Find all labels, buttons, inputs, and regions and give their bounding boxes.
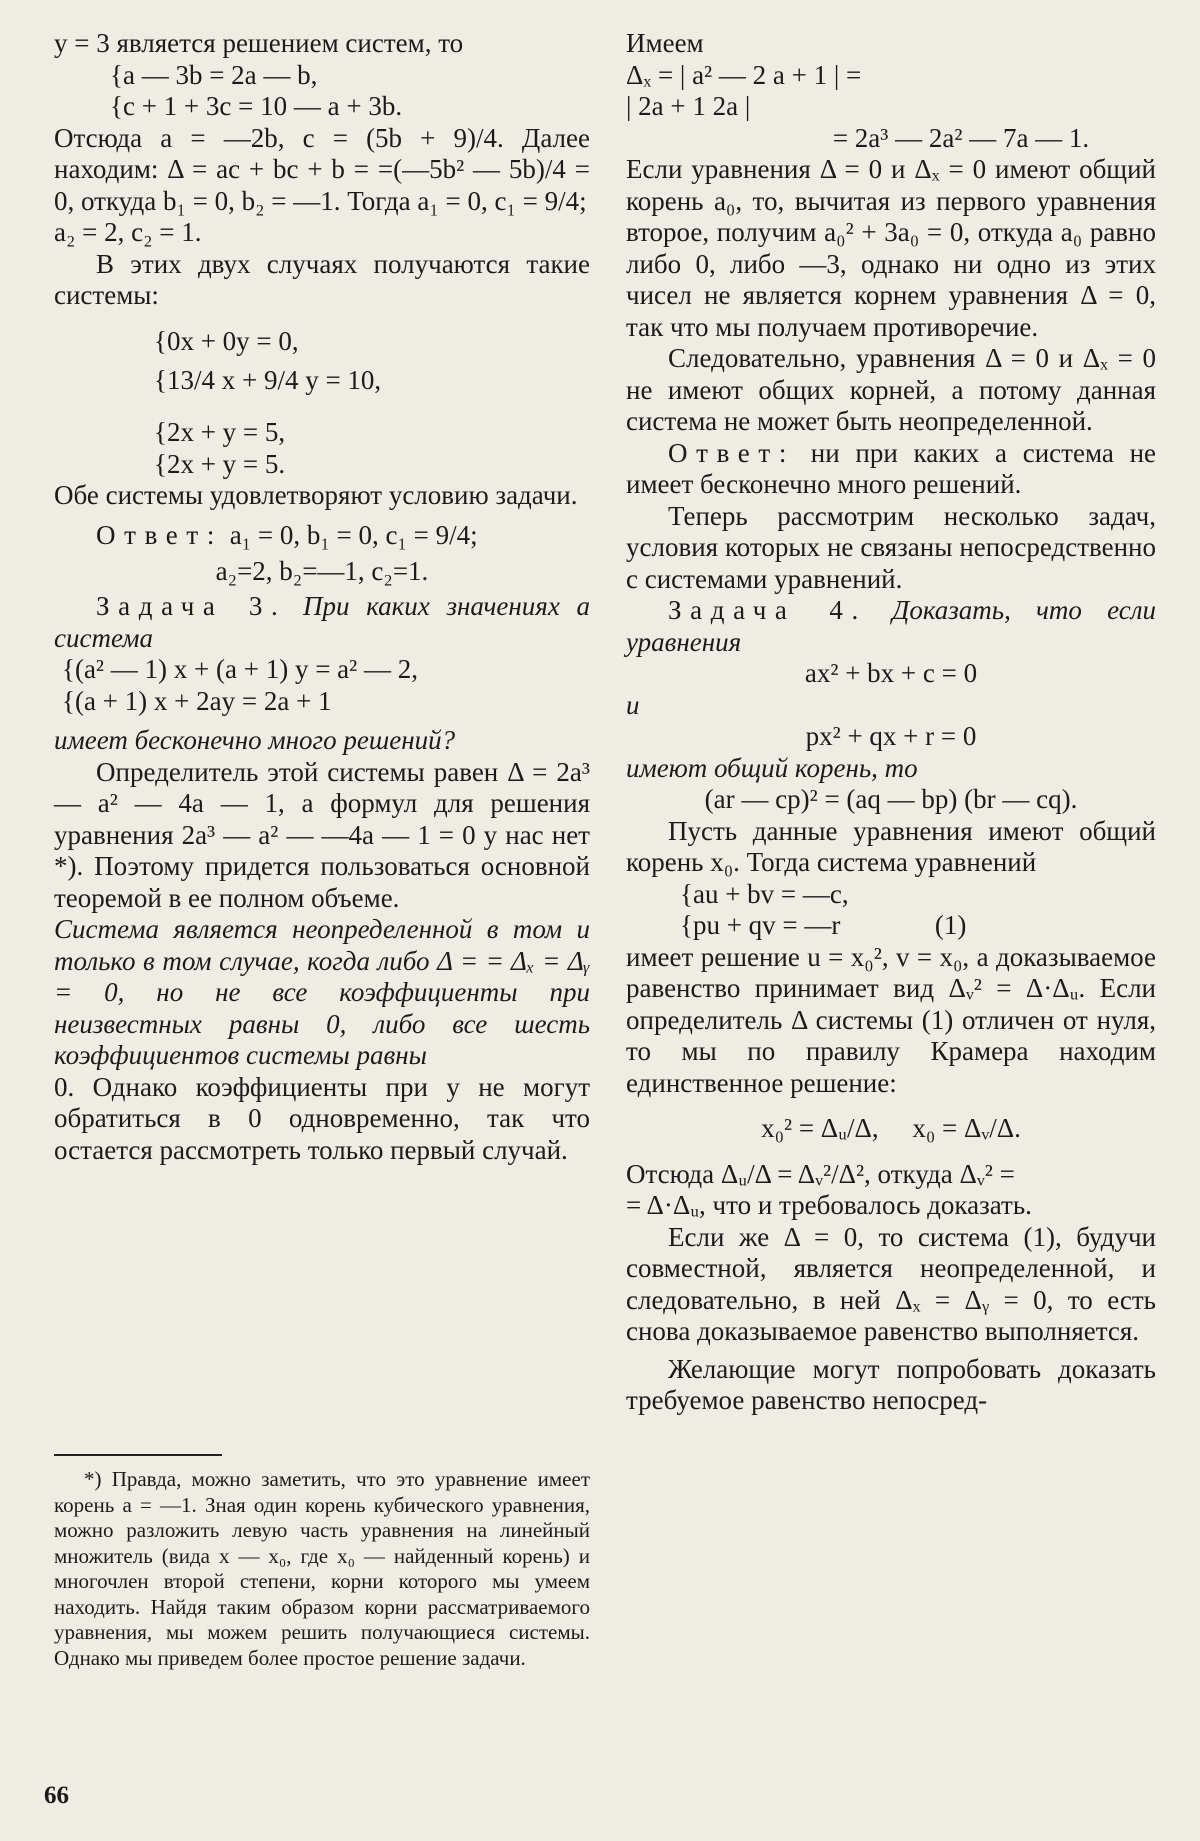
paragraph: = Δ·Δᵤ, что и требовалось доказать. [626,1190,1032,1220]
footnote-divider [54,1454,222,1456]
paragraph: y = 3 является решением систем, то [54,28,464,58]
paragraph: Желающие могут попробовать доказать требуемое равенство непосред- [626,1353,1156,1415]
paragraph: В этих двух случаях получаются такие системы: [54,248,590,310]
formula: (ar — cp)² = (aq — bp) (br — cq). [704,784,1078,814]
paragraph: Следовательно, уравнения Δ = 0 и Δₓ = 0 не имеют общих корней, а потому данная система не может быть неопределенной. [626,343,1156,436]
page-number: 66 [44,1782,69,1809]
equation-system-line: {(a² — 1) x + (a + 1) y = a² — 2, [62,654,418,684]
equation-system-line: {(a + 1) x + 2ay = 2a + 1 [62,685,332,716]
footnote [54,1467,590,1671]
problem-heading [54,591,590,654]
answer-line: a₂=2, b₂=—1, c₂=1. [215,556,429,586]
problem-statement-end: имеет бесконечно много решений? [54,725,456,755]
equation-system-line: {2x + y = 5, [154,417,286,447]
answer-paragraph [626,438,1156,501]
problem-statement: Доказать, что если уравнения [626,595,1157,657]
answer-label: Ответ: [96,519,224,550]
conjunction: и [626,689,640,720]
paragraph: a₂ = 2, c₂ = 1. [54,217,202,247]
answer-text: ни при каких a система не имеет бесконечно много решений. [626,437,1156,499]
right-column [626,28,1156,1417]
formula: x₀² = Δᵤ/Δ, x₀ = Δᵥ/Δ. [761,1113,1021,1143]
problem-statement: При каких значениях a система [54,591,590,653]
equation-system-line: {a — 3b = 2a — b, [110,59,318,90]
paragraph: Отсюда Δᵤ/Δ = Δᵥ²/Δ², откуда Δᵥ² = [626,1158,1015,1189]
answer-text: a₁ = 0, b₁ = 0, c₁ = 9/4; [223,519,478,550]
equation-system-line: {2x + y = 5. [154,448,286,479]
answer-paragraph [54,520,590,552]
paragraph: имеет решение u = x₀², v = x₀, а доказываемое равенство принимает вид Δᵥ² = Δ·Δᵤ. Если определитель Δ системы (1) отличен от нуля, то мы по правилу Крамера находим единственное решение: [626,941,1156,1098]
problem-heading [626,595,1156,658]
equation-system-line: {0x + 0y = 0, [154,325,299,356]
answer-label: Ответ: [668,437,796,468]
paragraph: Определитель этой системы равен Δ = 2a³ — a² — 4a — 1, а формул для решения уравнения 2a³ — a² — —4a — 1 = 0 у нас нет *). Поэтому придется пользоваться основной теоремой в ее полном объеме. [54,756,590,913]
problem-label: Задача 4. [668,595,867,625]
problem-label: Задача 3. [96,591,287,621]
theorem-statement: Система является неопределенной в том и только в том случае, когда либо Δ = = Δₓ = Δᵧ = 0, но не все коэффициенты при неизвестных равны 0, либо все шесть коэффициентов системы равны [54,914,590,1070]
paragraph: Обе системы удовлетворяют условию задачи. [54,480,578,510]
left-column [54,28,590,1166]
paragraph: Имеем [626,28,704,58]
equation-system-line: {au + bv = —c, [626,878,849,909]
paragraph: Пусть данные уравнения имеют общий корень x₀. Тогда система уравнений [626,815,1156,877]
equation-system-line: {c + 1 + 3c = 10 — a + 3b. [110,91,403,121]
paragraph: Если уравнения Δ = 0 и Δₓ = 0 имеют общий корень a₀, то, вычитая из первого уравнения второе, получим a₀² + 3a₀ = 0, откуда a₀ равно либо 0, либо —3, однако ни одно из этих чисел не является корнем уравнения Δ = 0, так что мы получаем противоречие. [626,154,1156,342]
paragraph: Теперь рассмотрим несколько задач, условия которых не связаны непосредственно с системами уравнений. [626,500,1156,594]
paragraph: Отсюда a = —2b, c = (5b + 9)/4. Далее находим: Δ = ac + bc + b = =(—5b² — 5b)/4 = 0, откуда b₁ = 0, b₂ = —1. Тогда a₁ = 0, c₁ = 9/4; [54,122,590,216]
formula: = 2a³ — 2a² — 7a — 1. [832,122,1090,153]
determinant-line: Δₓ = | a² — 2 a + 1 | = [626,59,862,90]
determinant-line: | 2a + 1 2a | [626,91,751,121]
paragraph: 0. Однако коэффициенты при y не могут обратиться в 0 одновременно, так что остается рассмотреть только первый случай. [54,1071,590,1165]
footnote-text: *) Правда, можно заметить, что это уравнение имеет корень a = —1. Зная один корень кубического уравнения, можно разложить левую часть уравнения на линейный множитель (вида x — x₀, где x₀ — найденный корень) и многочлен второй степени, корни которого мы умеем находить. Найдя таким образом корни рассматриваемого уравнения, мы можем решить получающиеся системы. Однако мы приведем более простое решение задачи. [54,1467,590,1670]
equation-system-line: {13/4 x + 9/4 y = 10, [154,365,382,395]
paragraph: Если же Δ = 0, то система (1), будучи совместной, является неопределенной, и следовательно, в ней Δₓ = Δᵧ = 0, то есть снова доказываемое равенство выполняется. [626,1221,1156,1346]
problem-statement: имеют общий корень, то [626,752,918,783]
formula: px² + qx + r = 0 [805,721,977,751]
formula: ax² + bx + c = 0 [804,658,978,688]
equation-system-line: {pu + qv = —r (1) [626,910,967,940]
